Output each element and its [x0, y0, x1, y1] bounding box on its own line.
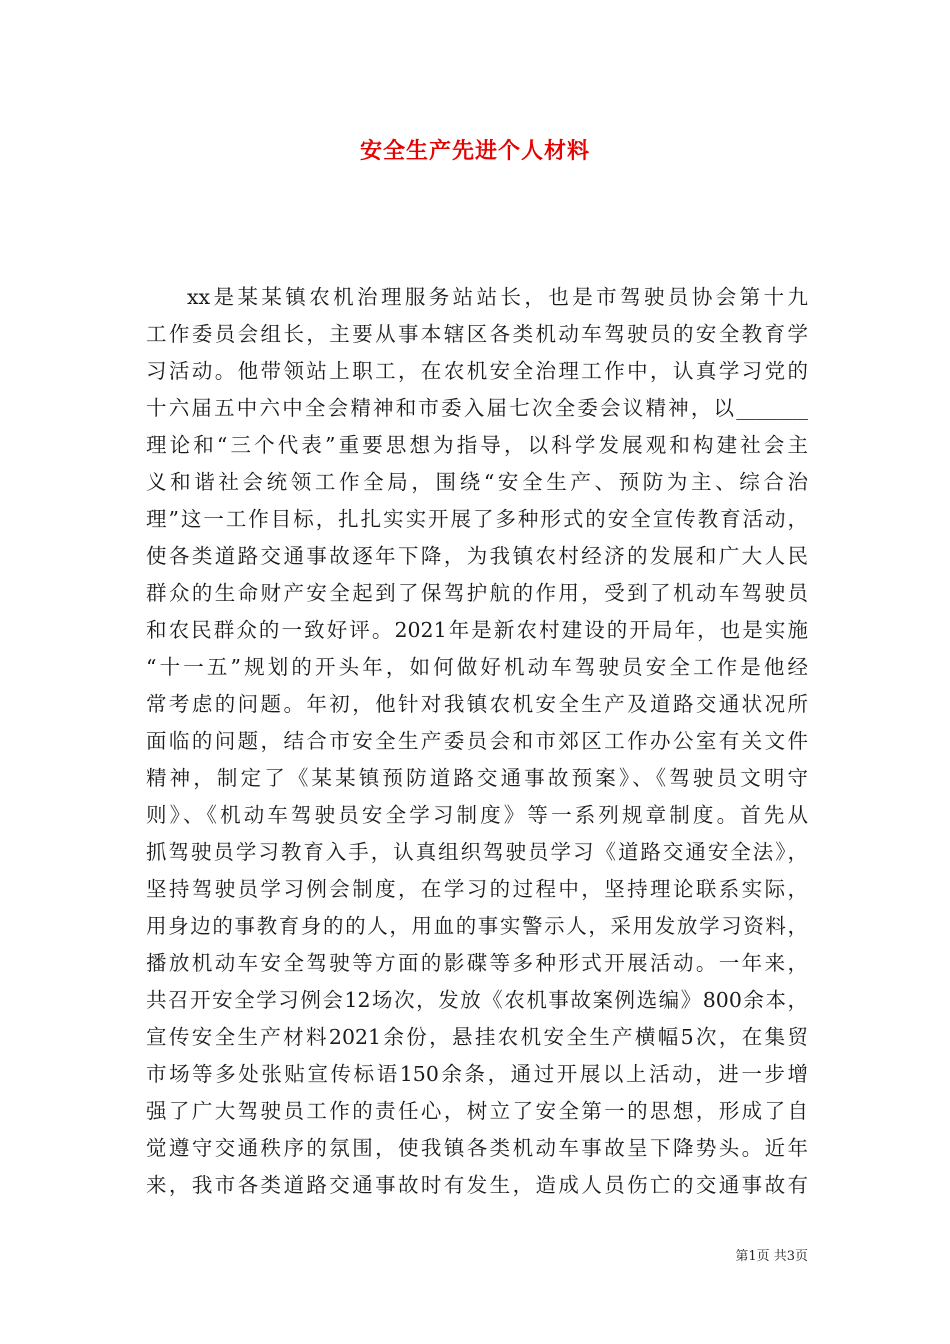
body-line: 面临的问题，结合市安全生产委员会和市郊区工作办公室有关文件	[146, 729, 808, 753]
body-line: 理”这一工作目标，扎扎实实开展了多种形式的安全宣传教育活动，	[146, 507, 808, 531]
body-line: 市场等多处张贴宣传标语150余条，通过开展以上活动，进一步增	[146, 1062, 808, 1086]
body-line: “十一五”规划的开头年，如何做好机动车驾驶员安全工作是他经	[146, 655, 808, 679]
body-line: 播放机动车安全驾驶等方面的影碟等多种形式开展活动。一年来，	[146, 951, 808, 975]
document-title: 安全生产先进个人材料	[359, 138, 590, 164]
body-line: 习活动。他带领站上职工，在农机安全治理工作中，认真学习党的	[146, 359, 808, 383]
body-line: 抓驾驶员学习教育入手，认真组织驾驶员学习《道路交通安全法》，	[146, 840, 808, 864]
body-line: 坚持驾驶员学习例会制度，在学习的过程中，坚持理论联系实际，	[146, 877, 808, 901]
body-line: 精神，制定了《某某镇预防道路交通事故预案》、《驾驶员文明守	[146, 766, 808, 790]
body-line: 理论和“三个代表”重要思想为指导，以科学发展观和构建社会主	[146, 433, 808, 457]
page-number: 第1页 共3页	[735, 1249, 808, 1264]
body-line: 用身边的事教育身的的人，用血的事实警示人，采用发放学习资料，	[146, 914, 808, 938]
body-line: 义和谐社会统领工作全局，围绕“安全生产、预防为主、综合治	[146, 470, 808, 494]
body-line: 常考虑的问题。年初，他针对我镇农机安全生产及道路交通状况所	[146, 692, 808, 716]
body-line: 群众的生命财产安全起到了保驾护航的作用，受到了机动车驾驶员	[146, 581, 808, 605]
body-line: 觉遵守交通秩序的氛围，使我镇各类机动车事故呈下降势头。近年	[146, 1136, 808, 1160]
document-body	[146, 279, 808, 1204]
body-line: 使各类道路交通事故逐年下降，为我镇农村经济的发展和广大人民	[146, 544, 808, 568]
body-line: 来，我市各类道路交通事故时有发生，造成人员伤亡的交通事故有	[146, 1173, 808, 1197]
body-line: 十六届五中六中全会精神和市委入届七次全委会议精神，以_______	[146, 396, 808, 420]
body-line: 宣传安全生产材料2021余份，悬挂农机安全生产横幅5次，在集贸	[146, 1025, 808, 1049]
body-line: 则》、《机动车驾驶员安全学习制度》等一系列规章制度。首先从	[146, 803, 808, 827]
body-line: 工作委员会组长，主要从事本辖区各类机动车驾驶员的安全教育学	[146, 322, 808, 346]
body-line: 和农民群众的一致好评。2021年是新农村建设的开局年，也是实施	[146, 618, 808, 642]
body-line: 强了广大驾驶员工作的责任心，树立了安全第一的思想，形成了自	[146, 1099, 808, 1123]
body-line: 共召开安全学习例会12场次，发放《农机事故案例选编》800余本，	[146, 988, 808, 1012]
body-line: xx是某某镇农机治理服务站站长，也是市驾驶员协会第十九	[187, 285, 808, 309]
